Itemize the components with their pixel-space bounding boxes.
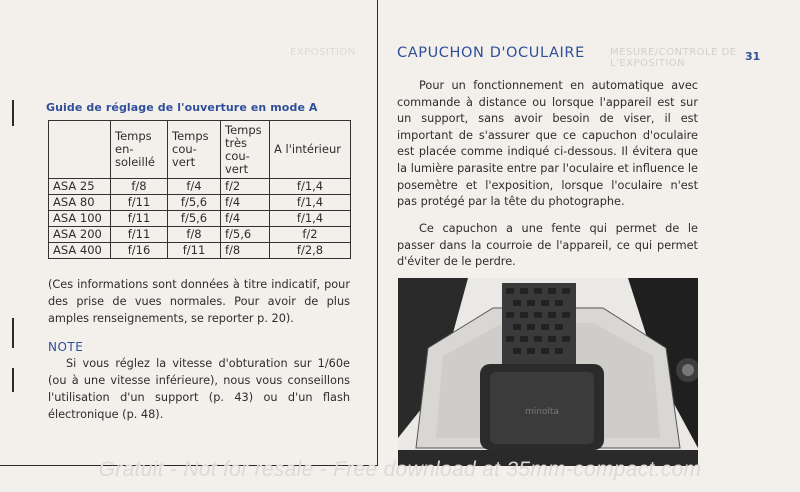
- body-paragraph-2: Ce capuchon a une fente qui permet de le passer dans la courroie de l'appareil, ce qui permet d'éviter de le perdre.: [397, 222, 698, 269]
- section-title: CAPUCHON D'OCULAIRE: [397, 45, 585, 61]
- table-cell: f/4: [221, 195, 270, 211]
- aperture-guide-table: [48, 120, 351, 259]
- margin-mark: [12, 318, 14, 348]
- guide-title: Guide de réglage de l'ouverture en mode A: [46, 101, 318, 114]
- table-cell: ASA 400: [49, 243, 111, 259]
- table-header-cell: Temps cou- vert: [168, 121, 221, 179]
- note-text: Si vous réglez la vitesse d'obturation sur 1/60e (ou à une vitesse inférieure), nous vous conseillons l'utilisation d'un support (p. 43) ou d'un flash électronique (p. 48).: [48, 357, 350, 421]
- table-cell: f/5,6: [168, 211, 221, 227]
- margin-mark: [12, 100, 14, 126]
- table-cell: f/8: [168, 227, 221, 243]
- table-cell: f/2: [270, 227, 351, 243]
- table-cell: f/1,4: [270, 195, 351, 211]
- table-row: [49, 211, 351, 227]
- table-header-cell: [49, 121, 111, 179]
- note-heading: NOTE: [48, 340, 84, 354]
- table-cell: f/11: [111, 211, 168, 227]
- table-cell: f/8: [111, 179, 168, 195]
- table-cell: f/1,4: [270, 179, 351, 195]
- table-cell: f/5,6: [168, 195, 221, 211]
- table-header-cell: A l'intérieur: [270, 121, 351, 179]
- table-row: [49, 227, 351, 243]
- guide-footnote: (Ces informations sont données à titre indicatif, pour des prise de vues normales. Pour avoir de plus amples renseignements, se reporter p. 20).: [48, 278, 350, 325]
- table-header-row: [49, 121, 351, 179]
- table-header-cell: Temps très cou- vert: [221, 121, 270, 179]
- table-cell: ASA 25: [49, 179, 111, 195]
- table-header-cell: Temps en- soleillé: [111, 121, 168, 179]
- table-cell: f/11: [168, 243, 221, 259]
- table-cell: f/8: [221, 243, 270, 259]
- table-row: [49, 179, 351, 195]
- table-row: [49, 195, 351, 211]
- page-number: 31: [745, 50, 761, 63]
- faint-bleed-header-right: MESURE/CONTROLE DE L'EXPOSITION: [610, 47, 737, 69]
- table-cell: f/5,6: [221, 227, 270, 243]
- table-cell: f/2: [221, 179, 270, 195]
- table-cell: ASA 80: [49, 195, 111, 211]
- table-cell: f/4: [168, 179, 221, 195]
- faint-bleed-header-left: EXPOSITION: [290, 47, 356, 58]
- table-cell: f/2,8: [270, 243, 351, 259]
- table-cell: ASA 200: [49, 227, 111, 243]
- table-cell: f/1,4: [270, 211, 351, 227]
- table-cell: ASA 100: [49, 211, 111, 227]
- eyepiece-cap-photo: [398, 278, 698, 466]
- margin-mark: [12, 368, 14, 392]
- table-cell: f/4: [221, 211, 270, 227]
- body-paragraph-1: Pour un fonctionnement en automatique avec commande à distance ou lorsque l'appareil est sur un support, sans avoir besoin de viser, il est important de s'assurer que ce capuchon d'oculaire est placée comme indiqué ci-dessous. Il évitera que la lumière parasite entre par l'oculaire et influence le posemètre et l'exposition, lorsque l'oculaire n'est pas protégé par la tête du photographe.: [397, 79, 698, 209]
- table-cell: f/11: [111, 227, 168, 243]
- camera-eyepiece-illustration: [398, 278, 698, 466]
- table-cell: f/11: [111, 195, 168, 211]
- watermark: Gratuit - Not for resale - Free download at 35mm-compact.com: [98, 458, 702, 481]
- table-cell: f/16: [111, 243, 168, 259]
- cap-brand-text: minolta: [524, 407, 560, 417]
- table-row: [49, 243, 351, 259]
